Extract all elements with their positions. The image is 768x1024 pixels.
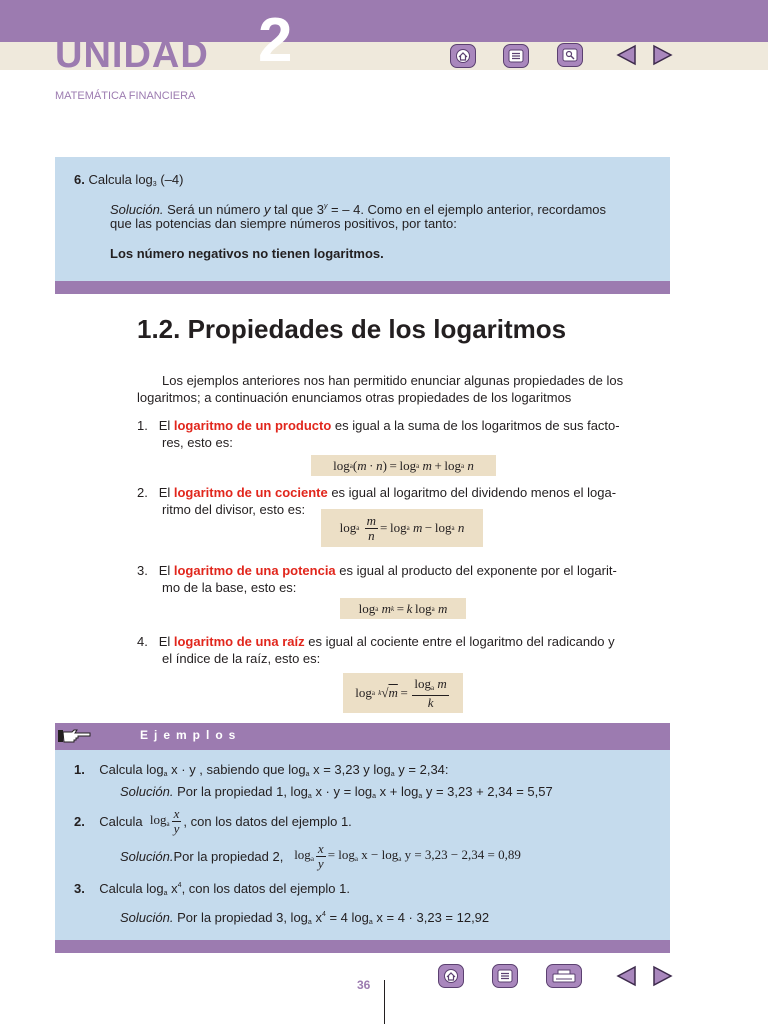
next-page-icon[interactable] xyxy=(650,964,674,988)
property-1: 1. El logaritmo de un producto es igual a la suma de los logaritmos de sus facto- xyxy=(137,418,620,433)
property-2: 2. El logaritmo de un cociente es igual al logaritmo del dividendo menos el loga- xyxy=(137,485,617,500)
search-button[interactable] xyxy=(557,43,583,67)
example-6-solution-line1: Solución. Será un número y tal que $3^y$ = – 4. Como en el ejemplo anterior, recordamos xyxy=(110,202,606,217)
formula-root: log a k √ m = $\frac{\log_a m}{k}$ xyxy=(343,673,463,713)
home-button[interactable] xyxy=(450,44,476,68)
footer-home-button[interactable] xyxy=(438,964,464,988)
ejemplos-bar xyxy=(55,940,670,953)
ejemplo-1-solution: Solución. Por la propiedad 1, $\log_a x \cdot y = \log_a x + \log_a y = 3,23 + 2,34 = 5,57$ xyxy=(120,784,553,800)
pointing-hand-icon xyxy=(58,728,92,744)
property-3: 3. El logaritmo de una potencia es igual al producto del exponente por el logarit- xyxy=(137,563,617,578)
property-4: 4. El logaritmo de una raíz es igual al cociente entre el logaritmo del radicando y xyxy=(137,634,615,649)
example-6-conclusion: Los número negativos no tienen logaritmos. xyxy=(110,246,384,261)
intro-line1: Los ejemplos anteriores nos han permitido enunciar algunas propiedades de los xyxy=(162,373,624,388)
print-icon xyxy=(552,969,576,983)
formula-power: log a m k = k log a m xyxy=(340,598,466,619)
search-icon xyxy=(562,48,578,62)
formula-product: log a ( m · n ) = log a m + log a n xyxy=(311,455,496,476)
ejemplo-3: 3. Calcula $\log_a x^4$, con los datos del ejemplo 1. xyxy=(74,881,350,897)
example-6-prompt: 6. Calcula $\log_3 (-4)$ xyxy=(74,172,184,188)
example-6-bar xyxy=(55,281,670,294)
index-button[interactable] xyxy=(503,44,529,68)
section-title: 1.2. Propiedades de los logaritmos xyxy=(137,314,567,344)
footer-divider xyxy=(384,980,385,1024)
previous-page-icon[interactable] xyxy=(615,964,639,988)
index-icon xyxy=(497,969,513,983)
ejemplos-title: Ejemplos xyxy=(140,728,242,742)
example-6-solution-line2: que las potencias dan siempre números positivos, por tanto: xyxy=(110,216,457,231)
previous-page-icon[interactable] xyxy=(615,43,639,67)
property-1-line2: res, esto es: xyxy=(162,435,233,450)
index-icon xyxy=(508,49,524,63)
unit-label: UNIDAD xyxy=(55,34,209,76)
home-icon xyxy=(455,49,471,63)
home-icon xyxy=(443,969,459,983)
ejemplo-3-solution: Solución. Por la propiedad 3, $\log_a x^4 = 4$ $\log_a x = 4 \cdot 3,23 = 12,92$ xyxy=(120,910,490,926)
intro-line2: logaritmos; a continuación enunciamos otras propiedades de los logaritmos xyxy=(137,390,572,405)
subject-title: MATEMÁTICA FINANCIERA xyxy=(55,90,196,102)
next-page-icon[interactable] xyxy=(650,43,674,67)
property-4-line2: el índice de la raíz, esto es: xyxy=(162,651,321,666)
ejemplo-2-solution: Solución. Por la propiedad 2, $\log_a$ $\frac{x}{y}$ = $\log_a x - \log_a y = 3,23 - 2,34 = 0,89$ xyxy=(120,841,521,871)
unit-number: 2 xyxy=(258,6,293,75)
formula-quotient: log a $\frac{m}{n}$ = log a m − log a n xyxy=(321,509,483,547)
ejemplo-2: 2. Calcula $\log_a$ $\frac{x}{y}$ , con los datos del ejemplo 1. xyxy=(74,806,352,836)
property-2-line2: ritmo del divisor, esto es: xyxy=(162,502,306,517)
page-number: 36 xyxy=(357,978,371,992)
print-button[interactable] xyxy=(546,964,582,988)
ejemplo-1: 1. Calcula $\log_a x \cdot y$ , sabiendo que $\log_a x = 3,23$ y $\log_a y = 2,34$: xyxy=(74,762,449,778)
property-3-line2: mo de la base, esto es: xyxy=(162,580,297,595)
footer-index-button[interactable] xyxy=(492,964,518,988)
